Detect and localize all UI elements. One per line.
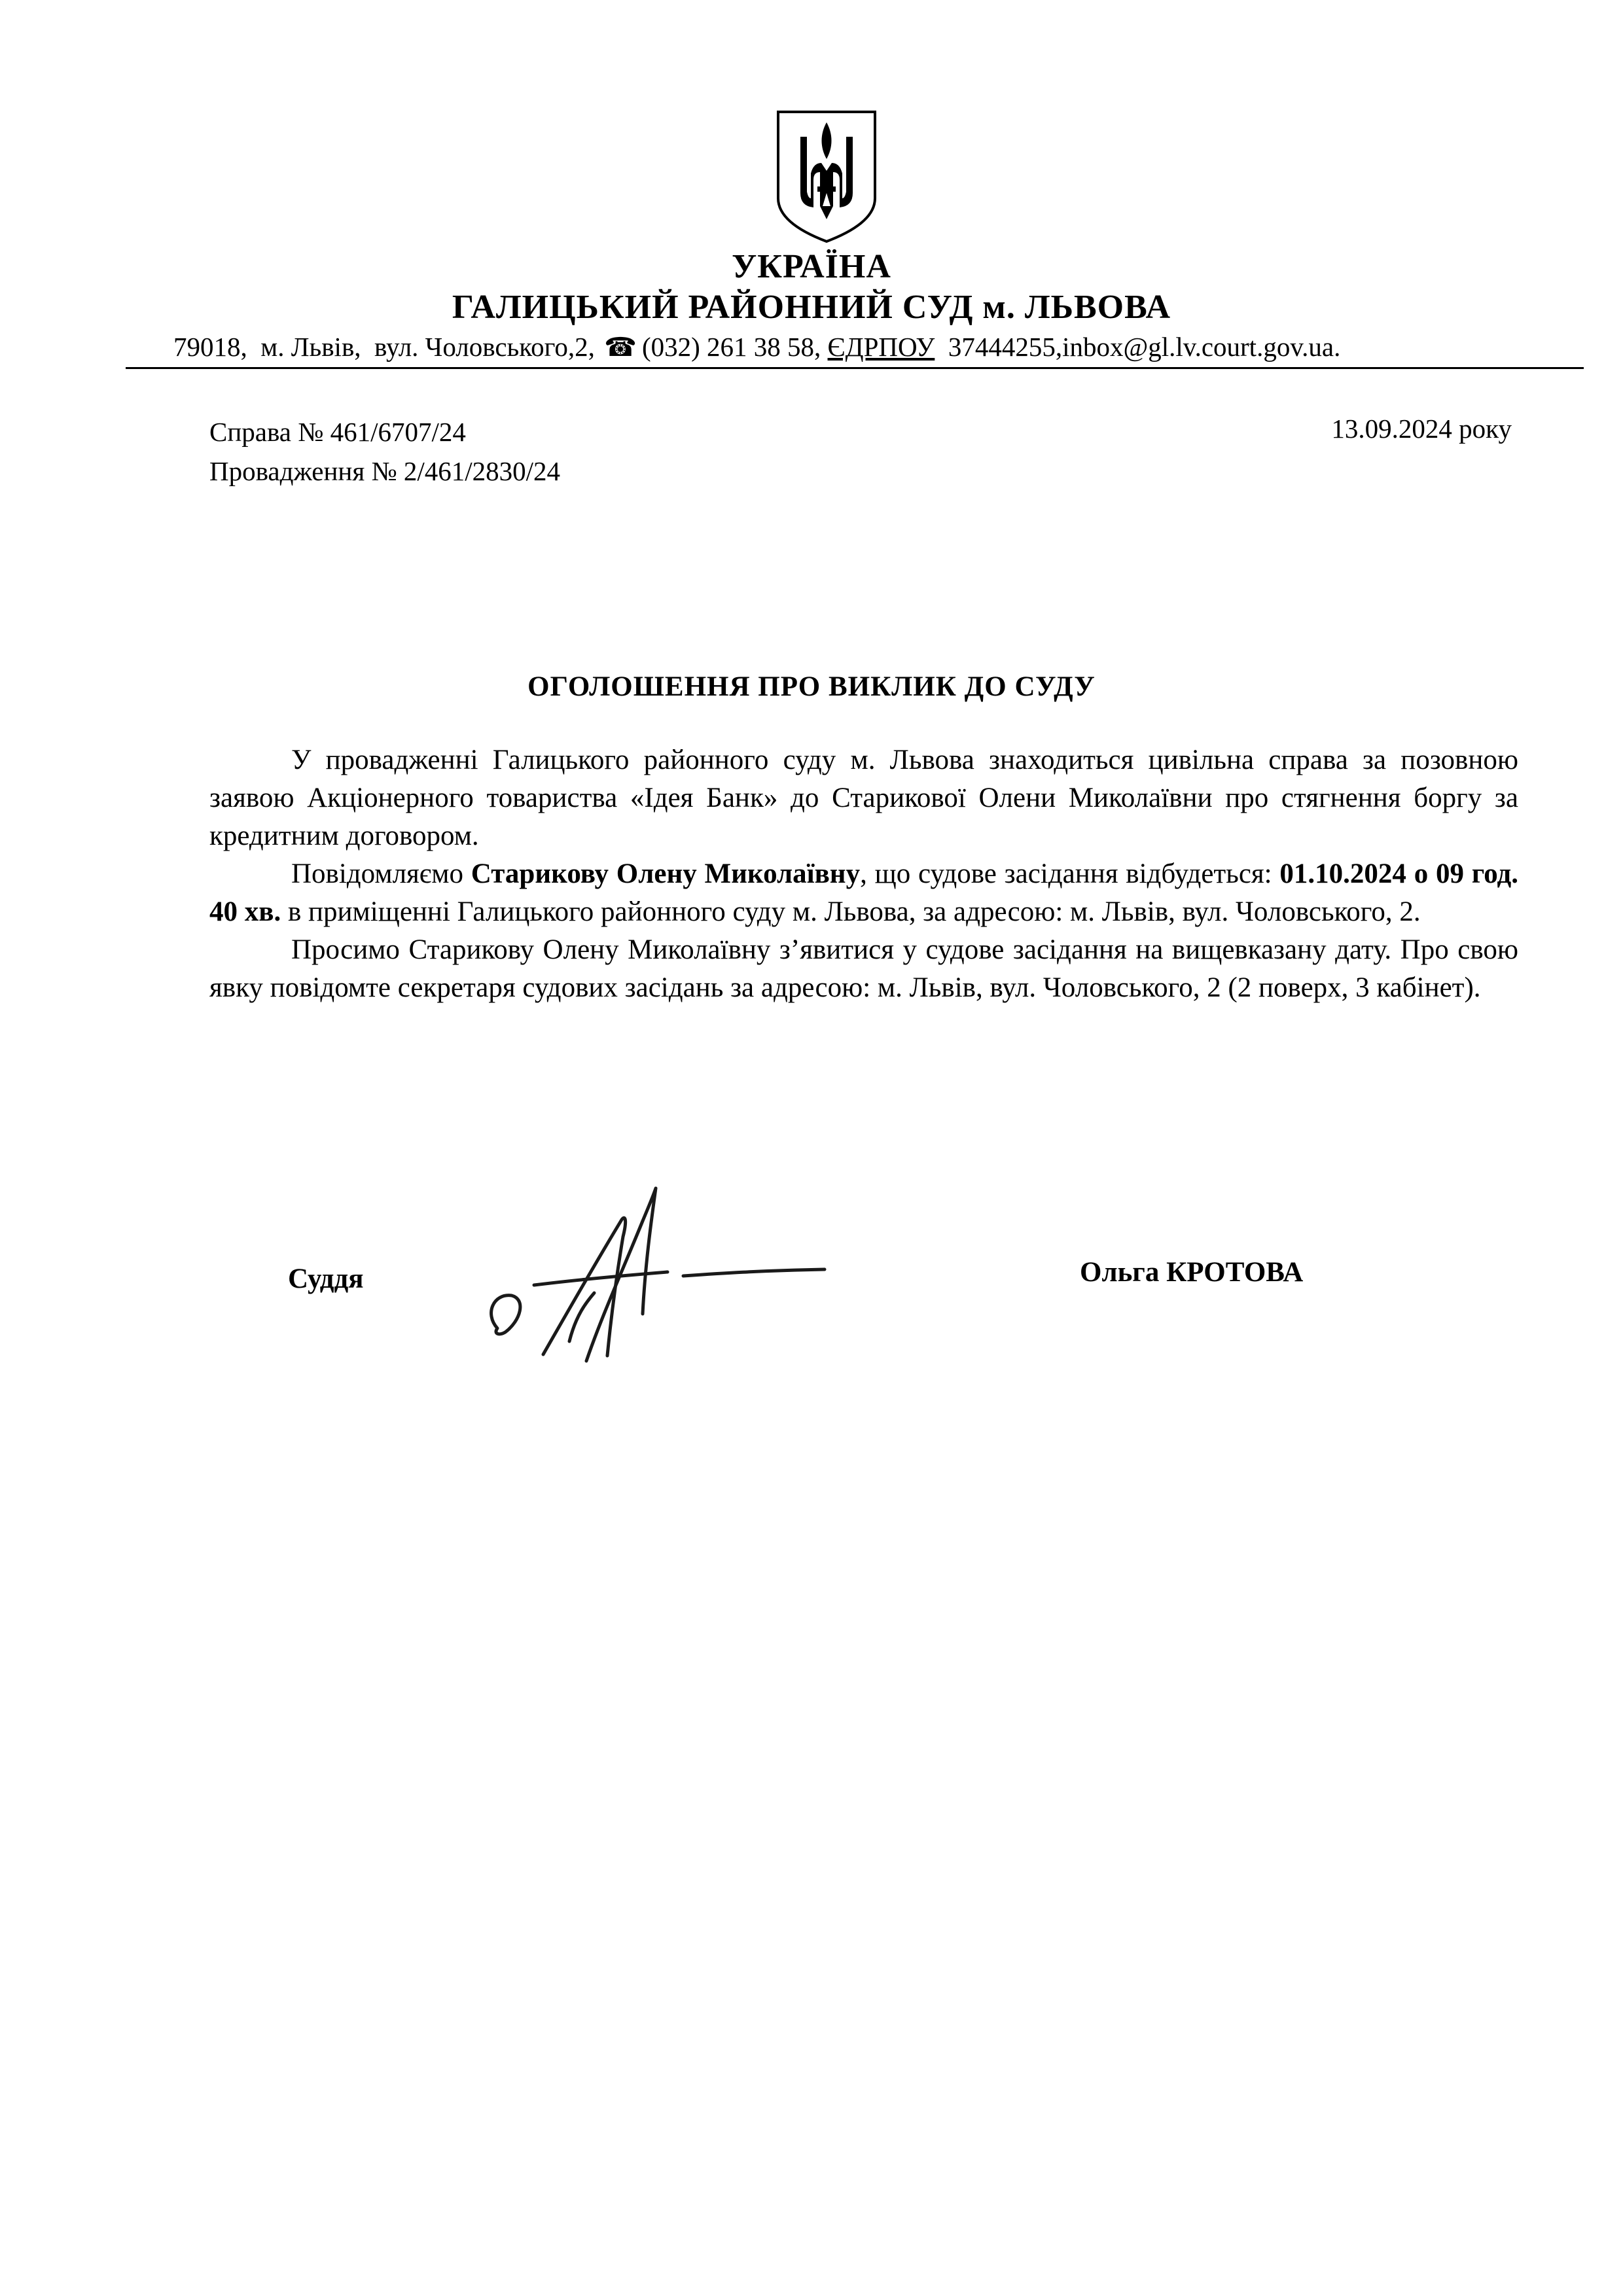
- document-date: 13.09.2024 року: [1331, 414, 1512, 444]
- hearing-datetime: 01.10.2024 о 09 год. 40 хв.: [209, 858, 1519, 927]
- coat-of-arms-icon: [774, 108, 879, 245]
- court-contacts: 79018, м. Львів, вул. Чоловського,2, ☎ (032) 261 38 58, ЄДРПОУ 37444255,inbox@gl.lv.court.gov.ua.: [173, 329, 1580, 365]
- signatory-role: Суддя: [288, 1263, 364, 1294]
- case-references: [209, 412, 560, 491]
- document-title: ОГОЛОШЕННЯ ПРО ВИКЛИК ДО СУДУ: [527, 671, 1096, 702]
- proceeding-number: Провадження № 2/461/2830/24: [209, 456, 561, 486]
- court-address: 79018, м. Львів, вул. Чоловського,2,: [173, 332, 602, 362]
- court-name: ГАЛИЦЬКИЙ РАЙОННИЙ СУД м. ЛЬВОВА: [452, 289, 1171, 326]
- defendant-name: Старикову Олену Миколаївну: [471, 858, 861, 889]
- court-phone: (032) 261 38 58: [641, 332, 815, 362]
- signature-block: [0, 1165, 1623, 1374]
- paragraph-hearing-notice: Повідомляємо Старикову Олену Миколаївну, що судове засідання відбудеться: 01.10.2024 о 09 год. 40 хв. в приміщенні Галицького районного суду м. Львова, за адресою: м. Львів, вул. Чоловського, 2.: [209, 858, 1519, 927]
- case-number: Справа № 461/6707/24: [209, 417, 466, 447]
- paragraph-appearance-request: Просимо Старикову Олену Миколаївну з’явитися у судове засідання на вищевказану дату. Про свою явку повідомте секретаря судових засідань за адресою: м. Львів, вул. Чоловського, 2 (2 поверх, 3 кабінет).: [209, 934, 1518, 1003]
- judge-name: Ольга КРОТОВА: [1080, 1257, 1304, 1288]
- telephone-icon: ☎: [604, 332, 637, 362]
- handwritten-signature: [471, 1165, 838, 1368]
- paragraph-case-description: У провадженні Галицького районного суду м. Львова знаходиться цивільна справа за позовною заявою Акціонерного товариства «Ідея Банк» до Старикової Олени Миколаївни про стягнення боргу за кредитним договором.: [209, 745, 1518, 851]
- country-title: УКРАЇНА: [732, 248, 891, 285]
- header-divider: [126, 367, 1584, 369]
- edrpou-and-email: 37444255,inbox@gl.lv.court.gov.ua.: [948, 332, 1341, 362]
- edrpou-label: ЄДРПОУ: [827, 332, 935, 362]
- document-body: [209, 741, 1518, 1007]
